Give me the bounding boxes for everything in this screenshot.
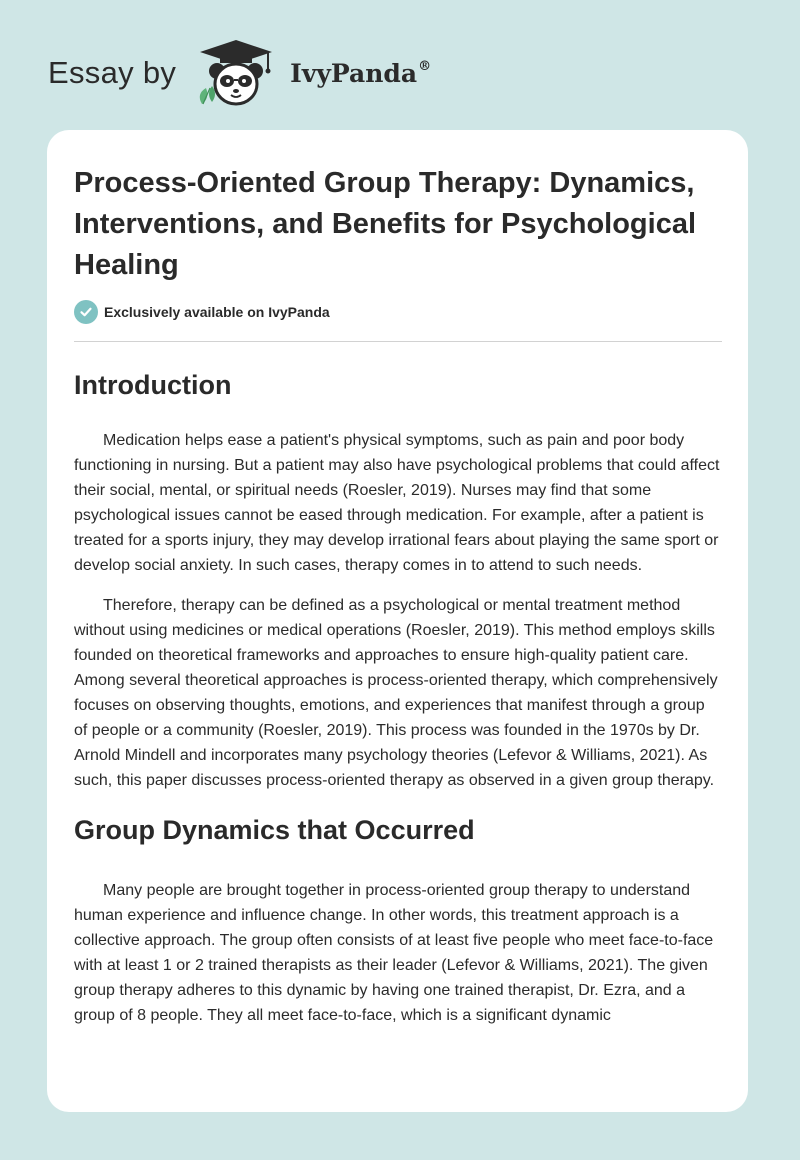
paragraph: Therefore, therapy can be defined as a psychological or mental treatment method without using medicines or medical operations (Roesler, 2019). This method employs skills founded on theoretical frameworks and approaches to ensure high-quality patient care. Among several theoretical approaches is process-oriented therapy, which comprehensively focuses on observing thoughts, emotions, and experiences that manifest through a group of people or a community (Roesler, 2019). This process was founded in the 1970s by Dr. Arnold Mindell and incorporates many psychology theories (Lefevor & Williams, 2021). As such, this paper discusses process-oriented therapy as observed in a given group therapy.: [74, 597, 718, 789]
brand-name: IvyPanda®: [290, 58, 432, 88]
section-heading: Introduction: [74, 370, 232, 400]
panda-graduate-icon: [190, 38, 282, 108]
registered-mark: ®: [418, 58, 432, 74]
essay-by-label: Essay by: [48, 55, 177, 90]
check-icon: [74, 300, 98, 324]
section-introduction: [74, 368, 722, 793]
paragraph: Many people are brought together in process-oriented group therapy to understand human experience and influence change. In other words, this treatment approach is a collective approach. The group often consists of at least five people who meet face-to-face with at least 1 or 2 trained therapists as their leader (Lefevor & Williams, 2021). The given group therapy adheres to this dynamic by having one trained therapist, Dr. Ezra, and a group of 8 people. They all meet face-to-face, which is a significant dynamic: [74, 882, 714, 1024]
site-header: [0, 0, 800, 130]
section-group-dynamics: [74, 813, 722, 1028]
paragraph: Medication helps ease a patient's physical symptoms, such as pain and poor body functioning in nursing. But a patient may also have psychological problems that could affect their social, mental, or spiritual needs (Roesler, 2019). Nurses may find that some psychological issues cannot be eased through medication. For example, after a patient is treated for a sports injury, they may develop irrational fears about playing the same sport or develop social anxiety. In such cases, therapy comes in to attend to such needs.: [74, 432, 720, 574]
exclusive-badge: [74, 300, 722, 324]
essay-card: [47, 130, 748, 1112]
page-title: Process-Oriented Group Therapy: Dynamics, Interventions, and Benefits for Psychological Healing: [74, 167, 697, 281]
divider: [74, 341, 722, 342]
exclusive-label: Exclusively available on IvyPanda: [104, 304, 330, 320]
brand-logo[interactable]: [48, 38, 431, 108]
section-heading: Group Dynamics that Occurred: [74, 815, 475, 845]
